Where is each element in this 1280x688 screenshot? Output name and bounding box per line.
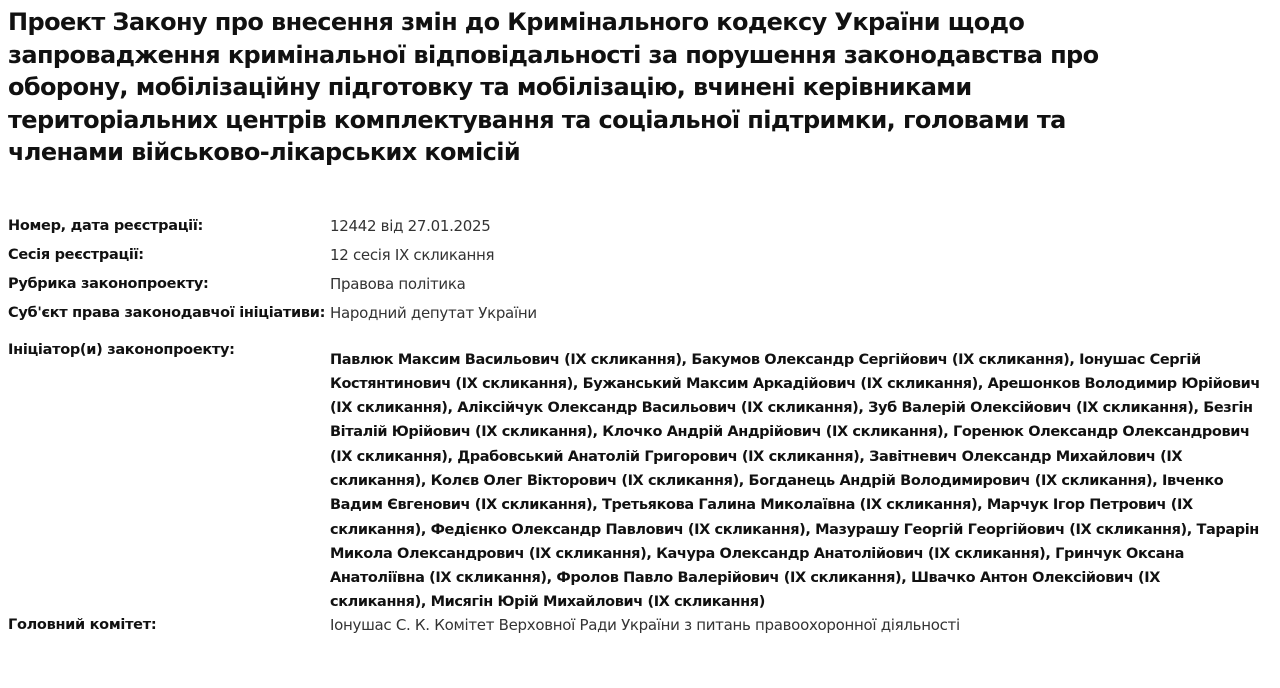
field-main-committee — [8, 615, 1272, 634]
bill-details — [8, 216, 1272, 634]
field-value: Народний депутат України — [330, 303, 537, 322]
field-initiators — [8, 343, 1272, 618]
field-subject — [8, 303, 1272, 343]
field-value: 12442 від 27.01.2025 — [330, 216, 491, 235]
field-label: Сесія реєстрації: — [8, 246, 144, 263]
field-value: 12 сесія IX скликання — [330, 245, 495, 264]
field-label: Суб'єкт права законодавчої ініціативи: — [8, 304, 326, 321]
field-label: Ініціатор(и) законопроекту: — [8, 341, 235, 358]
field-value: Іонушас С. К. Комітет Верховної Ради України з питань правоохоронної діяльності — [330, 615, 960, 634]
field-value: Правова політика — [330, 274, 466, 293]
bill-title: Проект Закону про внесення змін до Кримінального кодексу України щодо запровадження кримінальної відповідальності за порушення законодавства про оборону, мобілізаційну підготовку та мобілізацію, вчинені керівниками територіальних центрів комплектування та соціальної підтримки, головами та членами військово-лікарських комісій — [8, 8, 1099, 166]
field-rubric — [8, 274, 1272, 306]
initiators-list: Павлюк Максим Васильович (IX скликання), Бакумов Олександр Сергійович (IX скликання), Іонушас Сергій Костянтинович (IX скликання), Бужанський Максим Аркадійович (IX скликання), Арешонков Володимир Юрійович (IX скликання), Аліксійчук Олександр Васильович (IX скликання), Зуб Валерій Олексійович (IX скликання), Безгін Віталій Юрійович (IX скликання), Клочко Андрій Андрійович (IX скликання), Горенюк Олександр Олександрович (IX скликання), Драбовський Анатолій Григорович (IX скликання), Завітневич Олександр Михайлович (IX скликання), Колєв Олег Вікторович (IX скликання), Богданець Андрій Володимирович (IX скликання), Івченко Вадим Євгенович (IX скликання), Третьякова Галина Миколаївна (IX скликання), Марчук Ігор Петрович (IX скликання), Федієнко Олександр Павлович (IX скликання), Мазурашу Георгій Георгійович (IX скликання), Тарарін Микола Олександрович (IX скликання), Качура Олександр Анатолійович (IX скликання), Гринчук Оксана Анатоліївна (IX скликання), Фролов Павло Валерійович (IX скликання), Швачко Антон Олексійович (IX скликання), Мисягін Юрій Михайлович (IX скликання) — [330, 351, 1260, 611]
field-label: Головний комітет: — [8, 616, 157, 633]
field-label: Номер, дата реєстрації: — [8, 217, 204, 234]
field-registration — [8, 216, 1272, 248]
field-session — [8, 245, 1272, 277]
field-label: Рубрика законопроекту: — [8, 275, 209, 292]
